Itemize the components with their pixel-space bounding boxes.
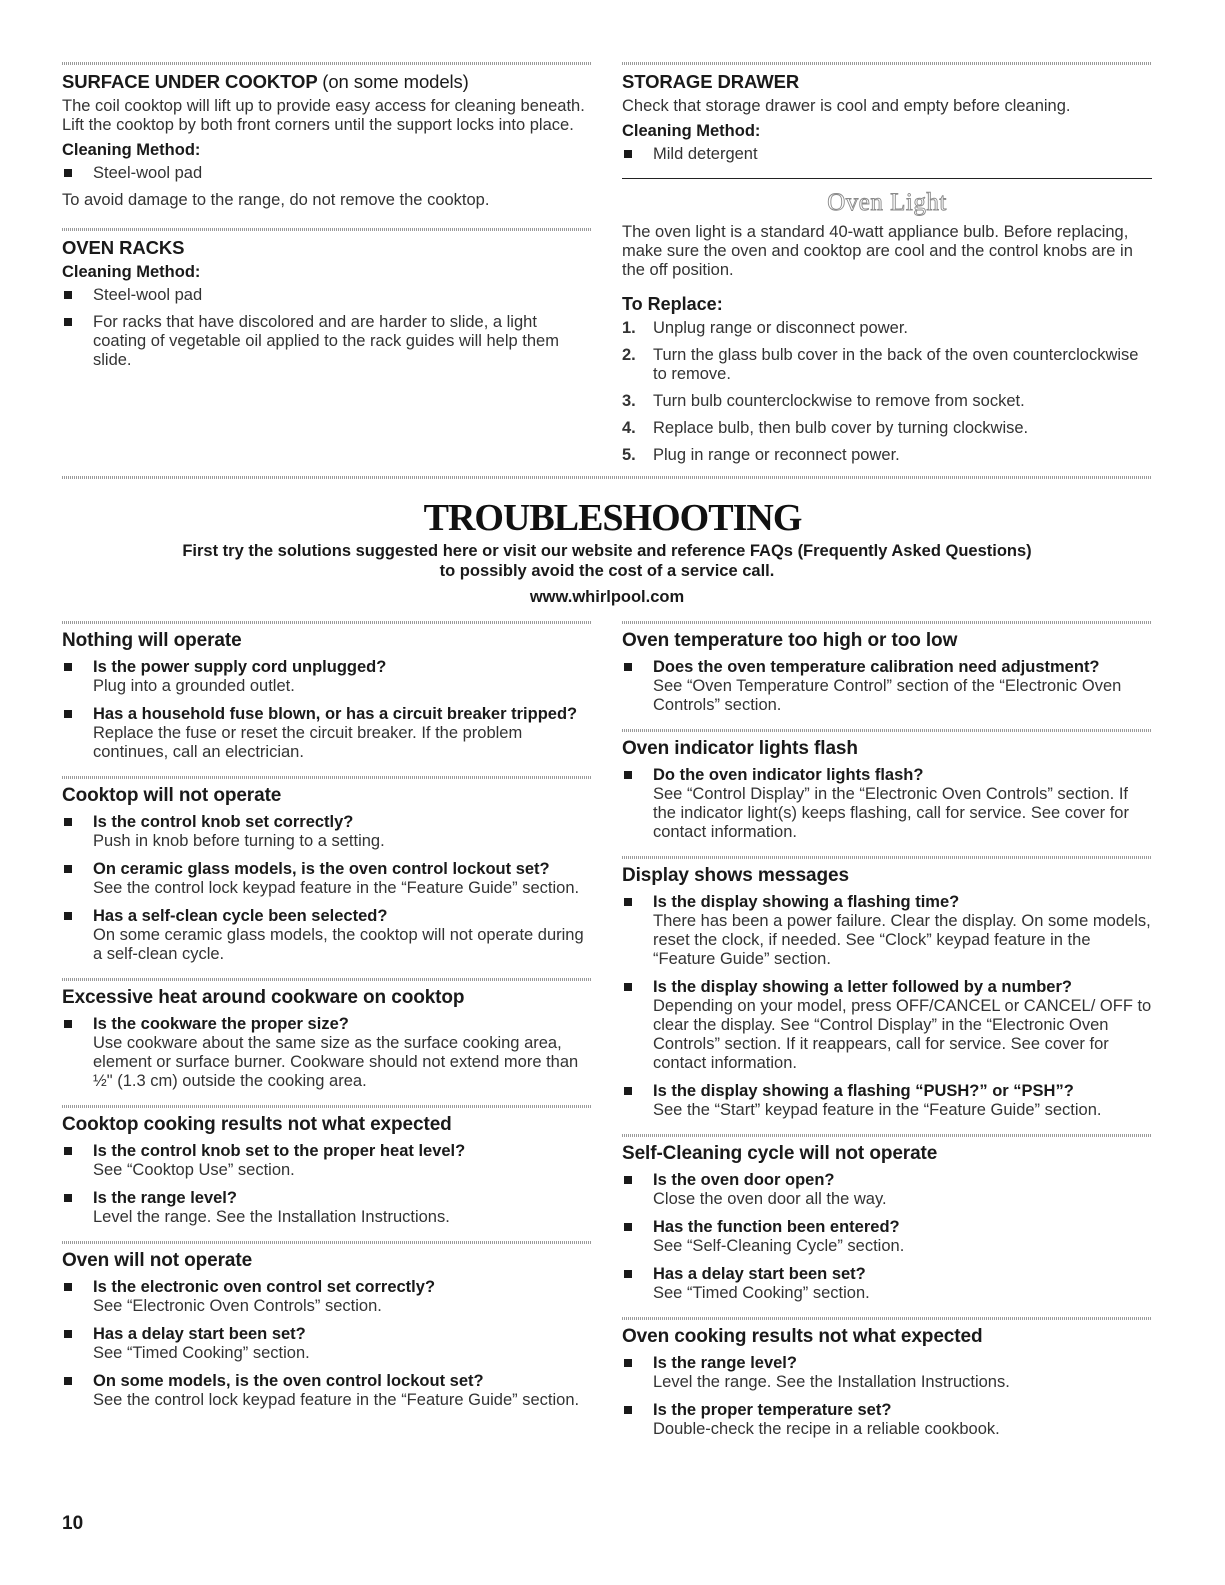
section-title: Self-Cleaning cycle will not operate	[622, 1143, 938, 1164]
trouble-section	[622, 630, 1152, 715]
list-item: Do the oven indicator lights flash? See “Control Display” in the “Electronic Oven Controls” section. If the indicator light(s) keeps flashing, call for service. See cover for contact information.	[622, 766, 1152, 842]
section-title: Oven temperature too high or too low	[622, 630, 958, 651]
trouble-section	[622, 1326, 1152, 1439]
divider	[62, 62, 592, 65]
list-item: Is the proper temperature set? Double-check the recipe in a reliable cookbook.	[622, 1401, 1152, 1439]
bullet-icon	[624, 1223, 632, 1231]
bullet-icon	[64, 1377, 72, 1385]
list-item: Is the power supply cord unplugged? Plug into a grounded outlet.	[62, 658, 592, 696]
list-item: Has a delay start been set? See “Timed Cooking” section.	[62, 1325, 592, 1363]
to-replace-label: To Replace:	[622, 294, 723, 314]
divider	[622, 1134, 1152, 1137]
list-item: Is the range level? Level the range. See the Installation Instructions.	[622, 1354, 1152, 1392]
bullet-icon	[624, 898, 632, 906]
list-item: Has a household fuse blown, or has a circuit breaker tripped? Replace the fuse or reset the circuit breaker. If the problem continues, call an electrician.	[62, 705, 592, 762]
list-item: Is the display showing a letter followed by a number? Depending on your model, press OFF/CANCEL or CANCEL/ OFF to clear the display. See “Control Display” in the “Electronic Oven Controls” section. If it reappears, call for service. See cover for contact information.	[622, 978, 1152, 1073]
trouble-section	[622, 1143, 1152, 1303]
list-item: Mild detergent	[622, 145, 1152, 164]
oven-light-section	[622, 189, 1152, 465]
section-title: Oven will not operate	[62, 1250, 253, 1271]
body-text: The oven light is a standard 40-watt appliance bulb. Before replacing, make sure the oven and cooktop are cool and the control knobs are in the off position.	[622, 223, 1133, 279]
section-title: STORAGE DRAWER	[622, 71, 800, 92]
bullet-icon	[624, 983, 632, 991]
trouble-section	[62, 1250, 592, 1410]
step-item: 5. Plug in range or reconnect power.	[622, 446, 900, 464]
top-right-column	[622, 62, 1152, 473]
bullet-icon	[64, 1283, 72, 1291]
storage-drawer-section	[622, 71, 1152, 164]
list-item: Is the display showing a flashing “PUSH?” or “PSH”? See the “Start” keypad feature in the “Feature Guide” section.	[622, 1082, 1152, 1120]
trouble-section	[62, 1114, 592, 1227]
step-item: 4. Replace bulb, then bulb cover by turning clockwise.	[622, 419, 1029, 437]
trouble-section	[62, 630, 592, 762]
divider	[62, 476, 1152, 479]
section-title: Excessive heat around cookware on cooktop	[62, 987, 465, 1008]
divider	[622, 729, 1152, 732]
note-text: To avoid damage to the range, do not remove the cooktop.	[62, 191, 490, 209]
bullet-icon	[64, 912, 72, 920]
trouble-section	[62, 785, 592, 964]
list-item: Has a delay start been set? See “Timed Cooking” section.	[622, 1265, 1152, 1303]
body-text: Check that storage drawer is cool and empty before cleaning.	[622, 97, 1071, 115]
list-item: Is the oven door open? Close the oven door all the way.	[622, 1171, 1152, 1209]
divider	[62, 228, 592, 231]
list-item: Is the cookware the proper size? Use cookware about the same size as the surface cooking area, element or surface burner. Cookware should not extend more than ½" (1.3 cm) outside the cooking area.	[62, 1015, 592, 1091]
bullet-icon	[64, 169, 72, 177]
list-item: Has the function been entered? See “Self-Cleaning Cycle” section.	[622, 1218, 1152, 1256]
step-item: 2. Turn the glass bulb cover in the back of the oven counterclockwise to remove.	[622, 346, 1139, 383]
bullet-icon	[64, 291, 72, 299]
surface-under-cooktop-section	[62, 71, 592, 210]
list-item: Is the range level? Level the range. See the Installation Instructions.	[62, 1189, 592, 1227]
bullet-icon	[64, 1147, 72, 1155]
bullet-icon	[624, 663, 632, 671]
list-item: For racks that have discolored and are harder to slide, a light coating of vegetable oil applied to the rack guides will help them slide.	[62, 313, 592, 370]
section-title: Cooktop cooking results not what expected	[62, 1114, 452, 1135]
bullet-icon	[624, 1270, 632, 1278]
divider	[62, 978, 592, 981]
list-item: On some models, is the oven control lockout set? See the control lock keypad feature in the “Feature Guide” section.	[62, 1372, 592, 1410]
divider	[622, 1317, 1152, 1320]
cleaning-method-label: Cleaning Method:	[62, 263, 201, 281]
divider	[622, 621, 1152, 624]
section-title: Oven cooking results not what expected	[622, 1326, 983, 1347]
body-text: The coil cooktop will lift up to provide easy access for cleaning beneath. Lift the cooktop by both front corners until the support locks into place.	[62, 97, 585, 134]
divider	[62, 776, 592, 779]
oven-light-title: Oven Light	[827, 189, 947, 216]
bullet-icon	[64, 663, 72, 671]
troubleshooting-left-column	[62, 621, 592, 1424]
bullet-icon	[64, 1020, 72, 1028]
bullet-icon	[624, 1406, 632, 1414]
bullet-icon	[64, 710, 72, 718]
oven-racks-section	[62, 237, 592, 370]
trouble-section	[62, 987, 592, 1091]
section-title: Oven indicator lights flash	[622, 738, 858, 759]
divider	[622, 62, 1152, 65]
bullet-icon	[624, 150, 632, 158]
website-link[interactable]: www.whirlpool.com	[529, 588, 685, 606]
cleaning-method-label: Cleaning Method:	[62, 141, 201, 159]
list-item: Steel-wool pad	[62, 164, 592, 183]
bullet-icon	[624, 1176, 632, 1184]
divider	[622, 856, 1152, 859]
section-title: Cooktop will not operate	[62, 785, 282, 806]
page-number: 10	[62, 1513, 84, 1534]
bullet-icon	[64, 1194, 72, 1202]
bullet-icon	[624, 771, 632, 779]
divider	[62, 621, 592, 624]
bullet-icon	[64, 818, 72, 826]
trouble-section	[622, 865, 1152, 1120]
list-item: Has a self-clean cycle been selected? On some ceramic glass models, the cooktop will not operate during a self-clean cycle.	[62, 907, 592, 964]
section-title: Display shows messages	[622, 865, 849, 886]
section-title: Nothing will operate	[62, 630, 242, 651]
troubleshooting-intro: First try the solutions suggested here or visit our website and reference FAQs (Frequently Asked Questions) to possibly avoid the cost of a service call. www.whirlpool.com	[62, 541, 1152, 607]
divider	[62, 1241, 592, 1244]
trouble-section	[622, 738, 1152, 842]
solid-divider	[622, 178, 1152, 179]
bullet-icon	[64, 865, 72, 873]
cleaning-method-label: Cleaning Method:	[622, 122, 761, 140]
bullet-icon	[64, 318, 72, 326]
list-item: Does the oven temperature calibration need adjustment? See “Oven Temperature Control” section of the “Electronic Oven Controls” section.	[622, 658, 1152, 715]
list-item: Is the display showing a flashing time? There has been a power failure. Clear the display. On some models, reset the clock, if needed. See “Clock” keypad feature in the “Feature Guide” section.	[622, 893, 1152, 969]
list-item: Steel-wool pad	[62, 286, 592, 305]
step-item: 3. Turn bulb counterclockwise to remove from socket.	[622, 392, 1025, 410]
list-item: Is the control knob set to the proper heat level? See “Cooktop Use” section.	[62, 1142, 592, 1180]
section-title: SURFACE UNDER COOKTOP (on some models)	[62, 71, 469, 92]
troubleshooting-title: TROUBLESHOOTING	[423, 497, 802, 539]
top-left-column	[62, 62, 592, 384]
list-item: Is the control knob set correctly? Push in knob before turning to a setting.	[62, 813, 592, 851]
bullet-icon	[624, 1087, 632, 1095]
list-item: Is the electronic oven control set correctly? See “Electronic Oven Controls” section.	[62, 1278, 592, 1316]
section-title: OVEN RACKS	[62, 237, 185, 258]
list-item: On ceramic glass models, is the oven control lockout set? See the control lock keypad feature in the “Feature Guide” section.	[62, 860, 592, 898]
bullet-icon	[624, 1359, 632, 1367]
step-item: 1. Unplug range or disconnect power.	[622, 319, 908, 337]
troubleshooting-right-column	[622, 621, 1152, 1453]
divider	[62, 1105, 592, 1108]
bullet-icon	[64, 1330, 72, 1338]
